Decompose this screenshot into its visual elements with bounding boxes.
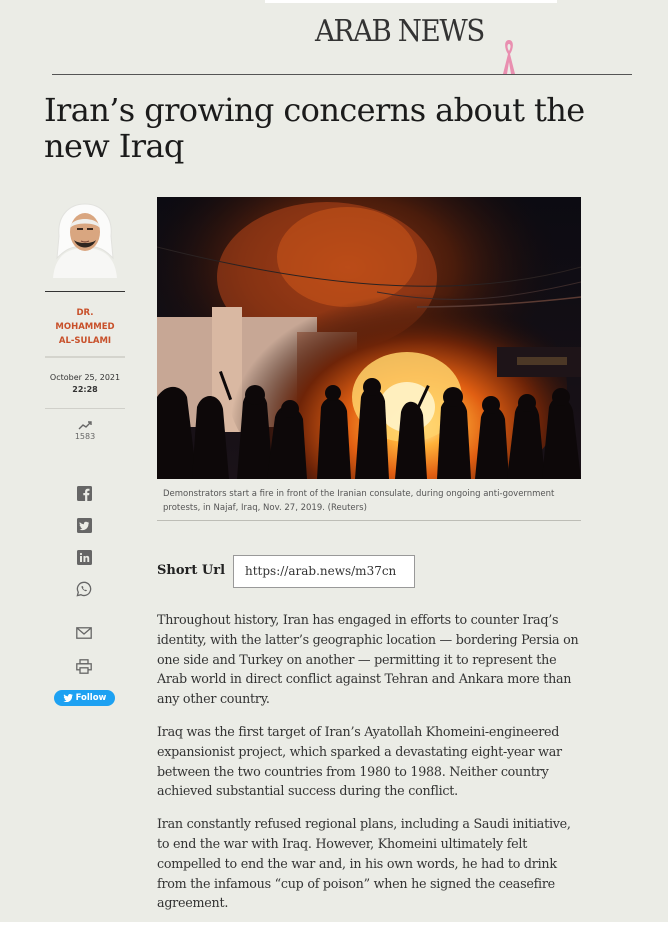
article-paragraph: Iraq was the first target of Iran’s Ayatollah Khomeini-engineered expansionist project, which sparked a devastating eight-year war between the two countries from 1980 to 1988. Neither country achieved substantial success during the conflict.: [157, 723, 562, 799]
publish-date: [45, 372, 125, 396]
linkedin-share-button[interactable]: [74, 547, 94, 567]
publish-time-text: 22:28: [72, 385, 98, 394]
logo-text: ARAB NEWS: [315, 14, 484, 49]
facebook-icon: [77, 486, 92, 501]
author-title: DR.: [76, 308, 94, 318]
photo-caption: Demonstrators start a fire in front of the Iranian consulate, during ongoing anti-government protests, in Najaf, Iraq, Nov. 27, 2019. (Reuters): [163, 489, 555, 513]
author-name[interactable]: [45, 306, 125, 348]
view-count: [45, 421, 125, 441]
article-body: [157, 610, 585, 926]
twitter-follow-button[interactable]: [54, 690, 115, 706]
email-share-button[interactable]: [74, 623, 94, 643]
follow-label: Follow: [75, 693, 107, 703]
author-sidebar: [45, 196, 125, 441]
top-strip: [265, 0, 557, 3]
article-paragraph: Throughout history, Iran has engaged in efforts to counter Iraq’s identity, with the latter’s geographic location — bordering Persia on one side and Turkey on another — permitting it to represent the Arab world in direct conflict against Tehran and Ankara more than any other country.: [157, 612, 579, 707]
short-url-field[interactable]: https://arab.news/m37cn: [233, 555, 415, 588]
trending-icon: [78, 421, 92, 430]
print-icon: [76, 659, 92, 674]
print-share-button[interactable]: [74, 656, 94, 676]
author-avatar[interactable]: [45, 196, 125, 278]
twitter-icon: [77, 518, 92, 533]
facebook-share-button[interactable]: [74, 483, 94, 503]
author-last-name: AL-SULAMI: [58, 336, 112, 346]
short-url-label: Short Url: [157, 563, 226, 578]
sidebar-divider: [45, 291, 125, 292]
view-count-text: 1583: [74, 432, 96, 441]
author-first-name: MOHAMMED: [55, 322, 115, 332]
linkedin-icon: [77, 550, 92, 565]
whatsapp-share-button[interactable]: [74, 579, 94, 599]
bottom-strip: [0, 922, 668, 926]
site-logo[interactable]: [315, 14, 515, 60]
pink-ribbon-icon: [501, 38, 517, 76]
article-photo[interactable]: [157, 197, 581, 479]
header-divider: [52, 74, 632, 75]
article-paragraph: Iran constantly refused regional plans, including a Saudi initiative, to end the war with Iraq. However, Khomeini ultimately felt compelled to end the war and, in his own words, he had to drink from the infamous “cup of poison” when he signed the ceasefire agreement.: [157, 816, 571, 911]
publish-date-text: October 25, 2021: [49, 373, 121, 382]
email-icon: [76, 627, 92, 639]
twitter-share-button[interactable]: [74, 515, 94, 535]
whatsapp-icon: [76, 581, 92, 597]
caption-divider: [157, 520, 581, 521]
twitter-bird-icon: [63, 694, 73, 702]
article-headline: Iran’s growing concerns about the new Iraq: [44, 91, 585, 165]
sidebar-divider: [45, 408, 125, 409]
sidebar-divider: [45, 356, 125, 358]
